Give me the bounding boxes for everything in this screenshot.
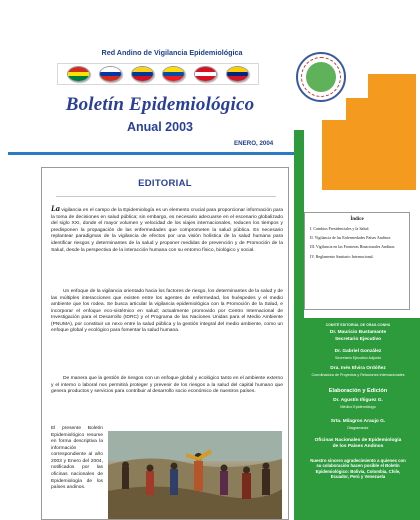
bulletin-subtitle: Anual 2003 [126, 120, 193, 134]
bulletin-title: Boletín Epidemiológico [65, 94, 255, 115]
flag-band [57, 63, 259, 85]
credit-role: Diagramador [347, 426, 369, 430]
organization-seal-icon [296, 52, 346, 102]
credit-role: Secretario Ejecutivo [334, 337, 382, 342]
credit-role: Médico Epidemiólogo [340, 405, 376, 409]
bolivia-flag [67, 66, 90, 82]
index-item[interactable]: IV. Reglamento Sanitario Internacional. [310, 253, 374, 259]
editorial-paragraph-1: La vigilancia en el campo de la Epidemiología es un elemento crucial para proporcionar información para la toma de decisiones en salud pública; sin embargo, es necesario adecuarse en el escenario globalizado del siglo XXI, donde el mayor volumen y velocidad de los viajes internacionales, reducen los tiempos y predisponen la propagación de las enfermedades que comprometen la salud pública. Es necesario replantear paradigmas de la vigilancia de efectos por una visión holística de la salud humana para identificar riesgos y determinantes de la salud y proponer medidas de prevención y de Promoción de la Salud, desde la perspectiva de la interacción humana con su entorno físico, biológico y social. [51, 204, 283, 253]
thanks-note: Nuestro sincero agradecimiento a quienes con su colaboración hacen posible el Boletín Epidemiológico: Bolivia, Colombia, Chile, Ecuador, Perú y Venezuela [310, 458, 406, 480]
editorial-heading: EDITORIAL [138, 178, 192, 189]
editorial-paragraph-4: El presente Boletín Epidemiológico resume en forma descriptiva la información correspondiente al año 2003 y Enero del 2004, notificados por las oficinas nacionales de Epidemiología de los países andinos. [51, 426, 103, 491]
committee-label: COMITÉ EDITORIAL DE ORAS-CONHU [325, 323, 391, 327]
andean-community-photo [108, 431, 282, 519]
network-name: Red Andino de Vigilancia Epidemiológica [101, 48, 243, 57]
index-title: Índice [350, 217, 364, 222]
colombia-flag [131, 66, 154, 82]
venezuela-flag [226, 66, 249, 82]
credit-name: Srta. Milagros Araujo G. [330, 419, 386, 424]
credit-name: Dr. Mauricio Bustamante [329, 330, 387, 335]
header-rule [8, 152, 306, 155]
ecuador-flag [162, 66, 185, 82]
index-item[interactable]: I. Cambios Presidenciales y la Salud. [310, 226, 370, 231]
chile-flag [99, 66, 122, 82]
offices-note: Oficinas Nacionales de Epidemiología de los Países Andinos [314, 438, 402, 449]
index-box [304, 212, 410, 310]
credit-name: Dr. Agustín Iñiguez G. [333, 398, 383, 403]
editorial-column [41, 167, 289, 520]
editorial-paragraph-3: De manera que la gestión de riesgos con un enfoque global y ecológico tanto en el ambiente externo y el interno o laboral nos permitirá proteger y prevenir de los riesgos a la salud del capital humano que genera productos y servicios para contribuir al desarrollo socio económico de nuestros países. [51, 376, 283, 395]
peru-flag [194, 66, 217, 82]
issue-date: ENERO, 2004 [234, 140, 274, 147]
editorial-paragraph-2: Un enfoque de la vigilancia orientado hacia los factores de riesgo, los determinantes de la salud y de las múltiples interacciones que existen entre los agentes de enfermedad, los huéspedes y el medio ambiente que los rodea. Se busca articular la vigilancia epidemiológica con la Promoción de la Salud, e incorporar el enfoque eco-sistémico en salud; actualmente promovido por Centro Internacional de Investigación para el Desarrollo (IDRC) y el Programa de las Naciones Unidas para el Medio Ambiente (PNUMA), por constituir un nexo entre la salud pública y la gestión integral del medio ambiente, como un enfoque global y ecológico para fomentar la salud humana. [51, 289, 283, 334]
index-item[interactable]: II. Vigilancia de las Enfermedades Países Andinos [310, 235, 391, 241]
credit-role: Coordinadora de Proyectos y Relaciones Internacionales [311, 373, 405, 377]
credit-role: Secretario Ejecutivo Adjunto [334, 356, 382, 360]
credit-name: Dra. Inés Elvira Ordóñez [330, 366, 386, 371]
credit-name: Dr. Gabriel González [334, 349, 382, 354]
editorial-divider [56, 196, 276, 197]
index-item[interactable]: III. Vigilancia en las Fronteras Binacionales Andinas [310, 244, 395, 250]
dropcap: La [51, 204, 60, 213]
edition-heading: Elaboración y Edición [328, 388, 388, 394]
